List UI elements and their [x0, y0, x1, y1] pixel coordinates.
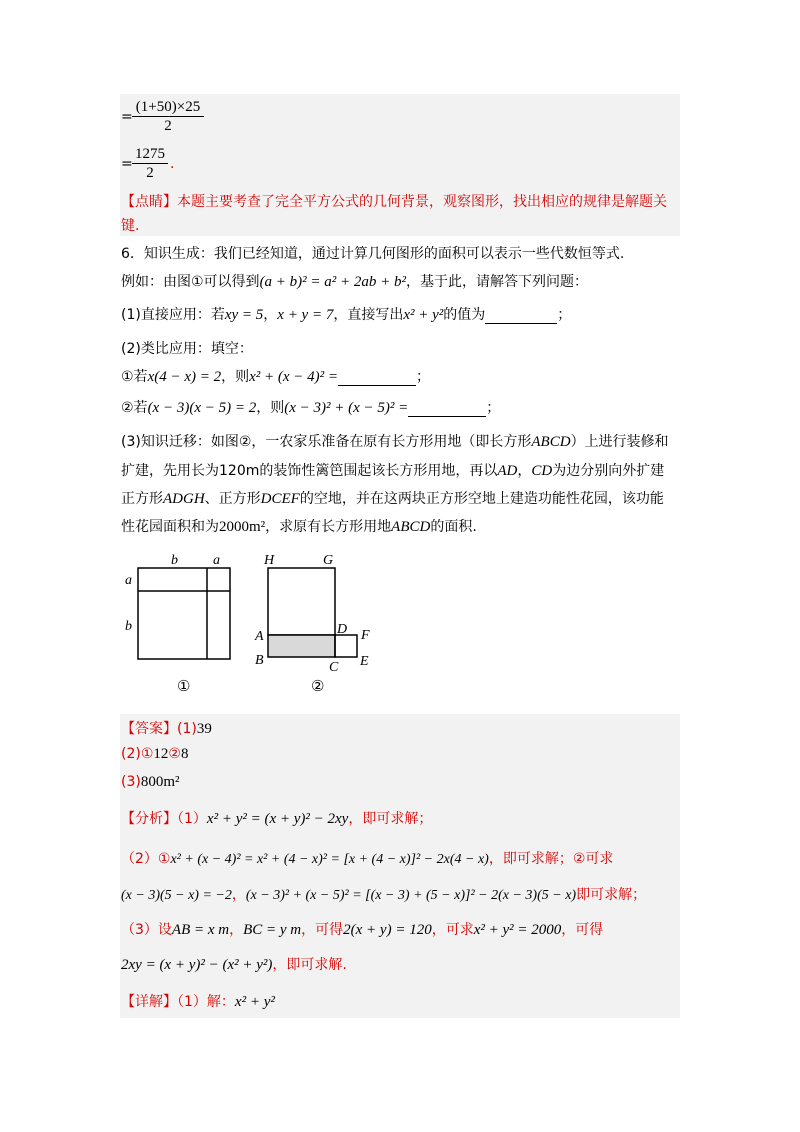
q2-2-answer-blank[interactable]	[408, 402, 486, 417]
analysis-l2-num: （2）①	[121, 851, 171, 867]
problem-line2-text-b: ，基于此，请解答下列问题：	[406, 274, 589, 290]
analysis-l4-text-b: ，可得	[301, 922, 344, 938]
analysis-line1	[121, 810, 432, 828]
detail-l1-math: x² + y²	[234, 994, 275, 1010]
q1-text-a: (1)直接应用：若	[121, 307, 225, 323]
analysis-l3-math-1: (x − 3)(5 − x) = −2	[121, 888, 232, 903]
answer-line2	[121, 745, 188, 763]
fig2-label-B: B	[255, 653, 264, 668]
q3-l3-text-b: 的空地，并在这两块正方形空地上建造功能性花园，该功能	[299, 491, 664, 507]
q2-1-text-a: ①若	[121, 369, 148, 385]
q2-1-math-2: x² + (x − 4)² =	[249, 369, 339, 385]
q3-l1-text-a: (3)知识迁移：如图②，一农家乐准备在原有长方形用地（即长方形	[121, 434, 532, 450]
analysis-l2-mid: ，即可求解；②可求	[488, 851, 614, 867]
comment-text1: 本题主要考查了完全平方公式的几何背景，观察图形，找出相应的规律是解题关	[177, 194, 667, 210]
analysis-l5-math: 2xy = (x + y)² − (x² + y²)	[121, 957, 273, 973]
analysis-line4	[121, 921, 603, 939]
q1-math-1: xy = 5	[224, 307, 264, 323]
q3-l4-text-c: 的面积.	[430, 519, 477, 535]
comment-tag: 【点睛】	[121, 194, 177, 210]
q3-l3-sep: 、正方形	[204, 491, 261, 507]
question-3-line1	[121, 433, 669, 451]
eq2-numerator: 1275	[132, 145, 168, 164]
eq2-prefix: =	[121, 156, 133, 172]
analysis-l3-end: 即可求解；	[576, 887, 647, 903]
analysis-l1-num: （1）	[177, 811, 207, 827]
answer-tag: 【答案】	[121, 721, 177, 737]
q1-math-3: x² + y²	[403, 307, 444, 323]
analysis-l3-sep: ，	[231, 887, 246, 903]
answer-2-circle-2: ②	[168, 746, 181, 762]
q3-l1-text-b: ）上进行装修和	[570, 434, 669, 450]
q3-l2-text-b: 为边分别向外扩建	[552, 463, 665, 479]
fig2-label-E: E	[360, 654, 369, 669]
analysis-line2	[121, 850, 613, 869]
eq1-numerator: (1+50)×25	[132, 98, 204, 117]
fig1-label-top-b: b	[171, 553, 178, 568]
fig2-label-A: A	[255, 629, 264, 644]
comment-line2: 键.	[121, 218, 140, 234]
analysis-l1-end: ，即可求解；	[348, 811, 433, 827]
question-3-line2	[121, 462, 664, 480]
q2-2-math-2: (x − 3)² + (x − 5)² =	[284, 400, 409, 416]
answer-3-value: 800m²	[140, 774, 180, 790]
answer-line1	[121, 720, 212, 738]
q3-l3-text-a: 正方形	[121, 491, 163, 507]
analysis-l4-sep: ，	[229, 922, 244, 938]
eq1-prefix: =	[121, 109, 133, 125]
q2-2-end: ；	[486, 400, 501, 416]
fig1-caption: ①	[177, 679, 191, 695]
detail-l1-text: （1）解：	[177, 994, 235, 1010]
analysis-l5-end: ，即可求解.	[272, 957, 347, 973]
q2-2-text-a: ②若	[121, 400, 148, 416]
q3-l1-math: ABCD	[531, 434, 571, 450]
fig2-label-C: C	[329, 660, 339, 675]
q2-1-text-b: ，则	[221, 369, 250, 385]
analysis-l4-text-d: ，可得	[561, 922, 604, 938]
analysis-tag: 【分析】	[121, 811, 177, 827]
q1-text-b: ，直接写出	[333, 307, 404, 323]
eq1-denominator: 2	[164, 118, 172, 134]
q2-1-math-1: x(4 − x) = 2	[147, 369, 222, 385]
analysis-l2-math: x² + (x − 4)² = x² + (4 − x)² = [x + (4 − x)]² − 2x(4 − x)	[170, 852, 489, 867]
answer-2-circle-1: ①	[140, 746, 154, 762]
question-2-1	[121, 368, 430, 386]
fig2-caption: ②	[311, 679, 325, 695]
eq2-fraction	[132, 145, 168, 182]
q3-l4-math-2: ABCD	[391, 519, 431, 535]
question-3-line4	[121, 518, 477, 536]
q3-l2-sep: ，	[517, 463, 532, 479]
q2-1-answer-blank[interactable]	[338, 371, 416, 386]
answer-2-value-1: 12	[153, 746, 169, 762]
detail-tag: 【详解】	[121, 994, 177, 1010]
eq2-suffix: .	[170, 156, 175, 172]
fig1-outer-square	[138, 568, 230, 659]
eq2-denominator: 2	[146, 165, 154, 181]
fig2-square-dcef	[335, 635, 357, 657]
analysis-l4-math-4: x² + y² = 2000	[473, 922, 562, 938]
question-2-2	[121, 399, 500, 417]
q3-l3-math-1: ADGH	[163, 491, 205, 507]
q3-l4-text-a: 性花园面积和为	[121, 519, 219, 535]
fig1-label-left-a: a	[125, 573, 132, 588]
answer-1-label: (1)	[177, 721, 197, 737]
analysis-l4-text-a: （3）设	[121, 922, 172, 938]
eq1-fraction	[132, 98, 204, 135]
q1-sep: ，	[263, 307, 278, 323]
q2-1-end: ；	[416, 369, 431, 385]
q1-end: ；	[557, 307, 572, 323]
question-2: (2)类比应用：填空：	[121, 341, 253, 357]
analysis-l4-text-c: ，可求	[431, 922, 474, 938]
analysis-l1-math: x² + y² = (x + y)² − 2xy	[206, 811, 349, 827]
answer-2-label: (2)	[121, 746, 141, 762]
expansion-formula: (a + b)² = a² + 2ab + b²	[259, 274, 407, 290]
fig2-rect-abcd	[268, 635, 335, 657]
problem-line1: 6．知识生成：我们已经知道，通过计算几何图形的面积可以表示一些代数恒等式.	[121, 246, 625, 262]
fig2-label-D: D	[337, 622, 348, 637]
analysis-l4-math-2: BC = y m	[243, 922, 302, 938]
q1-math-2: x + y = 7	[277, 307, 334, 323]
analysis-line5	[121, 956, 347, 974]
fig1-label-top-a: a	[213, 553, 220, 568]
q3-l4-text-b: ，求原有长方形用地	[265, 519, 392, 535]
figures	[110, 545, 400, 705]
fig2-square-adgh	[268, 568, 335, 635]
answer-3-label: (3)	[121, 774, 141, 790]
q3-l3-math-2: DCEF	[260, 491, 300, 507]
analysis-l3-math-2: (x − 3)² + (x − 5)² = [(x − 3) + (5 − x)]² − 2(x − 3)(5 − x)	[245, 888, 577, 903]
question-1	[121, 306, 571, 324]
q2-2-math-1: (x − 3)(x − 5) = 2	[147, 400, 257, 416]
detail-line1	[121, 993, 275, 1011]
answer-2-value-2: 8	[180, 746, 189, 762]
q3-l2-math-2: CD	[531, 463, 553, 479]
question-3-line3	[121, 490, 664, 508]
analysis-l4-math-3: 2(x + y) = 120	[343, 922, 432, 938]
answer-line3	[121, 773, 180, 791]
q1-answer-blank[interactable]	[485, 309, 557, 324]
fig2-label-F: F	[361, 628, 370, 643]
fig2-label-G: G	[323, 553, 334, 568]
problem-line2-text-a: 例如：由图①可以得到	[121, 274, 260, 290]
analysis-line3	[121, 886, 646, 905]
q3-l4-math-1: 2000m²	[219, 519, 266, 535]
answer-1-value: 39	[196, 721, 212, 737]
figure-2	[254, 553, 370, 695]
problem-line2	[121, 273, 588, 291]
q3-l2-math-1: AD	[497, 463, 518, 479]
analysis-l4-math-1: AB = x m	[171, 922, 230, 938]
q2-2-text-b: ，则	[256, 400, 285, 416]
comment-line1	[121, 193, 667, 211]
fig2-label-H: H	[264, 553, 275, 568]
fig1-label-left-b: b	[125, 619, 132, 634]
figure-1	[125, 553, 230, 695]
q1-text-c: 的值为	[443, 307, 486, 323]
solution-box-top	[120, 94, 680, 236]
q3-l2-text-a: 扩建，先用长为120m的装饰性篱笆围起该长方形用地，再以	[121, 463, 498, 479]
